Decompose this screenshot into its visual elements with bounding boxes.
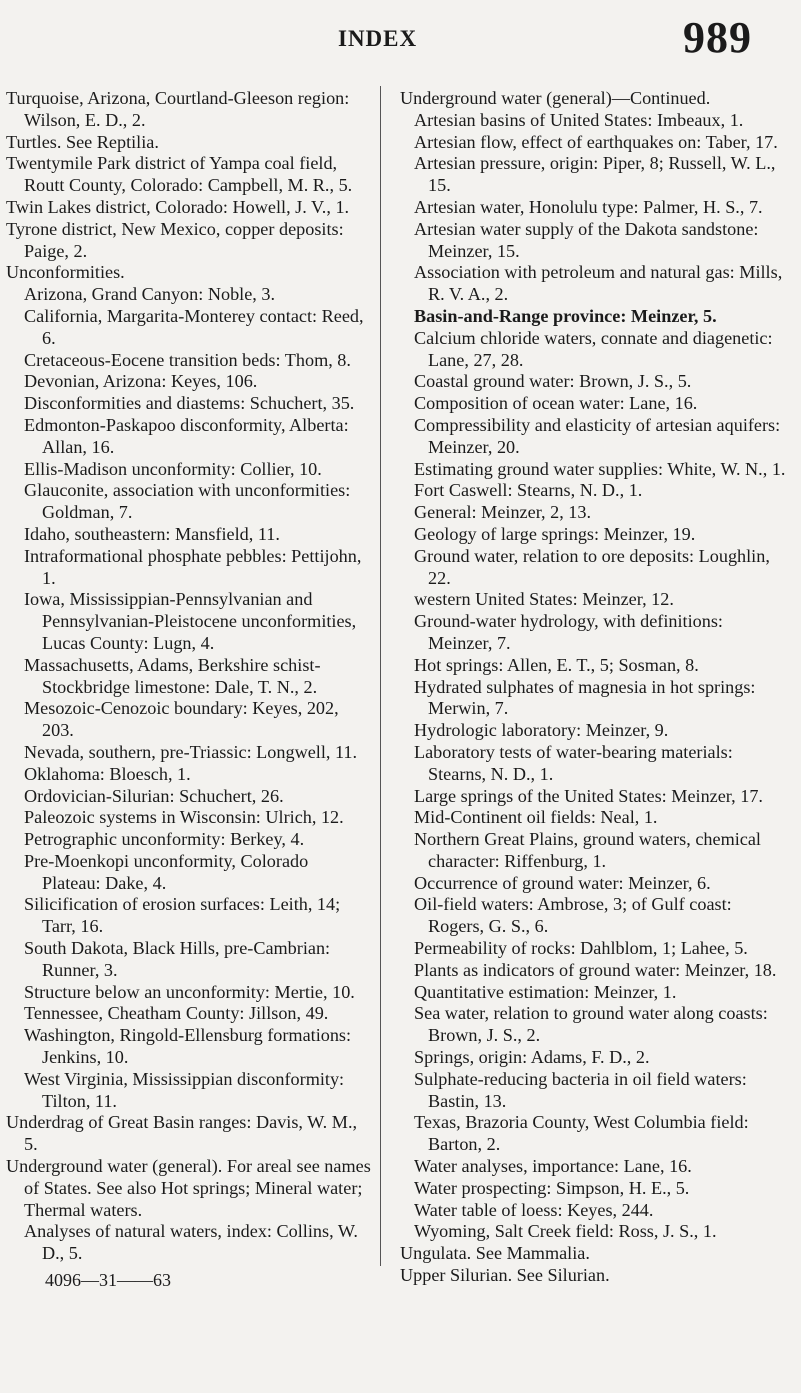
index-entry: Occurrence of ground water: Meinzer, 6. xyxy=(414,872,711,893)
index-entry: Fort Caswell: Stearns, N. D., 1. xyxy=(414,480,643,501)
index-entry: Upper Silurian. See Silurian. xyxy=(400,1265,610,1286)
index-entry: Unconformities. xyxy=(6,262,125,283)
index-entry: Idaho, southeastern: Mansfield, 11. xyxy=(24,523,280,544)
index-entry: Composition of ocean water: Lane, 16. xyxy=(414,393,698,414)
index-entry: Water table of loess: Keyes, 244. xyxy=(414,1199,654,1220)
index-entry: Paleozoic systems in Wisconsin: Ulrich, 12. xyxy=(24,807,344,828)
index-entry: Analyses of natural waters, index: Collins, W. D., 5. xyxy=(24,1221,358,1264)
index-entry: Water prospecting: Simpson, H. E., 5. xyxy=(414,1177,690,1198)
column-divider xyxy=(380,86,381,1266)
index-entry: Silicification of erosion surfaces: Leith, 14; Tarr, 16. xyxy=(24,894,341,937)
index-entry: Underground water (general)—Continued. xyxy=(400,88,711,108)
index-entry: Wyoming, Salt Creek field: Ross, J. S., 1. xyxy=(414,1221,717,1242)
index-entry: Structure below an unconformity: Mertie, 10. xyxy=(24,981,355,1002)
index-entry: Hot springs: Allen, E. T., 5; Sosman, 8. xyxy=(414,654,699,675)
index-entry: Northern Great Plains, ground waters, chemical character: Riffenburg, 1. xyxy=(414,829,761,871)
index-entry: Geology of large springs: Meinzer, 19. xyxy=(414,523,696,544)
index-entry: Quantitative estimation: Meinzer, 1. xyxy=(414,981,677,1002)
index-entry: Tennessee, Cheatham County: Jillson, 49. xyxy=(24,1003,329,1024)
index-entry: Laboratory tests of water-bearing materials: Stearns, N. D., 1. xyxy=(414,741,733,784)
index-entry: General: Meinzer, 2, 13. xyxy=(414,502,592,523)
index-entry: Basin-and-Range province: Meinzer, 5. xyxy=(414,305,717,326)
index-entry: Washington, Ringold-Ellensburg formations: Jenkins, 10. xyxy=(24,1025,352,1068)
index-entry: Turquoise, Arizona, Courtland-Gleeson region: Wilson, E. D., 2. xyxy=(6,88,350,130)
index-entry: Devonian, Arizona: Keyes, 106. xyxy=(24,371,258,392)
index-entry: Oklahoma: Bloesch, 1. xyxy=(24,763,191,784)
index-entry: Water analyses, importance: Lane, 16. xyxy=(414,1156,692,1177)
index-entry: Large springs of the United States: Meinzer, 17. xyxy=(414,785,763,806)
index-entry: Mesozoic-Cenozoic boundary: Keyes, 202, 203. xyxy=(24,698,339,741)
index-entry: Pre-Moenkopi unconformity, Colorado Plateau: Dake, 4. xyxy=(24,850,309,893)
index-entry: Petrographic unconformity: Berkey, 4. xyxy=(24,829,305,850)
index-entry: Ordovician-Silurian: Schuchert, 26. xyxy=(24,785,284,806)
page-number: 989 xyxy=(683,13,752,62)
index-entry: Compressibility and elasticity of artesian aquifers: Meinzer, 20. xyxy=(414,414,781,457)
index-entry: West Virginia, Mississippian disconformity: Tilton, 11. xyxy=(24,1068,345,1111)
index-entry: Cretaceous-Eocene transition beds: Thom, 8. xyxy=(24,349,351,370)
index-entry: Texas, Brazoria County, West Columbia field: Barton, 2. xyxy=(414,1112,749,1155)
index-entry: California, Margarita-Monterey contact: Reed, 6. xyxy=(24,305,364,348)
index-entry: Artesian water, Honolulu type: Palmer, H. S., 7. xyxy=(414,196,763,217)
index-entry: Disconformities and diastems: Schuchert, 35. xyxy=(24,393,355,414)
index-entry: Association with petroleum and natural gas: Mills, R. V. A., 2. xyxy=(414,262,783,305)
index-entry: Oil-field waters: Ambrose, 3; of Gulf coast: Rogers, G. S., 6. xyxy=(414,894,732,937)
index-entry: Sulphate-reducing bacteria in oil field waters: Bastin, 13. xyxy=(414,1068,747,1111)
index-entry: Permeability of rocks: Dahlblom, 1; Lahee, 5. xyxy=(414,938,748,959)
index-entry: Ground water, relation to ore deposits: Loughlin, 22. xyxy=(414,545,770,588)
index-entry: Arizona, Grand Canyon: Noble, 3. xyxy=(24,284,276,305)
index-entry: Ungulata. See Mammalia. xyxy=(400,1243,590,1264)
index-entry: Artesian water supply of the Dakota sandstone: Meinzer, 15. xyxy=(414,218,759,261)
index-entry: Tyrone district, New Mexico, copper deposits: Paige, 2. xyxy=(6,218,344,261)
index-entry: Artesian basins of United States: Imbeaux, 1. xyxy=(414,109,744,130)
index-title: INDEX xyxy=(338,26,418,51)
index-entry: Artesian flow, effect of earthquakes on: Taber, 17. xyxy=(414,131,778,152)
index-entry: Iowa, Mississippian-Pennsylvanian and Pennsylvanian-Pleistocene unconformities, Lucas County: Lugn, 4. xyxy=(24,589,357,653)
index-entry: Ellis-Madison unconformity: Collier, 10. xyxy=(24,458,322,479)
index-entry: Glauconite, association with unconformities: Goldman, 7. xyxy=(24,480,351,523)
index-entry: Nevada, southern, pre-Triassic: Longwell, 11. xyxy=(24,741,358,762)
index-entry: Estimating ground water supplies: White, W. N., 1. xyxy=(414,458,786,479)
index-entry: Twentymile Park district of Yampa coal field, Routt County, Colorado: Campbell, M. R., 5. xyxy=(6,153,353,196)
index-entry: Turtles. See Reptilia. xyxy=(6,131,159,152)
index-entry: Twin Lakes district, Colorado: Howell, J. V., 1. xyxy=(6,196,350,217)
print-code: 4096—31——63 xyxy=(45,1270,171,1290)
index-entry: Plants as indicators of ground water: Meinzer, 18. xyxy=(414,959,777,980)
right-column xyxy=(400,88,790,1287)
page-header xyxy=(0,12,801,72)
index-entry: Springs, origin: Adams, F. D., 2. xyxy=(414,1047,650,1068)
index-entry: Massachusetts, Adams, Berkshire schist-Stockbridge limestone: Dale, T. N., 2. xyxy=(24,654,321,697)
index-entry: Ground-water hydrology, with definitions: Meinzer, 7. xyxy=(414,611,723,653)
index-entry: South Dakota, Black Hills, pre-Cambrian: Runner, 3. xyxy=(24,938,331,980)
index-entry: Underground water (general). For areal see names of States. See also Hot springs; Mineral water; Thermal waters. xyxy=(6,1156,371,1220)
index-entry: Calcium chloride waters, connate and diagenetic: Lane, 27, 28. xyxy=(414,327,773,370)
index-entry: Mid-Continent oil fields: Neal, 1. xyxy=(414,807,658,828)
index-entry: Edmonton-Paskapoo disconformity, Alberta: Allan, 16. xyxy=(24,414,349,457)
index-entry: Coastal ground water: Brown, J. S., 5. xyxy=(414,371,692,392)
index-entry: Artesian pressure, origin: Piper, 8; Russell, W. L., 15. xyxy=(414,153,776,196)
index-entry: Hydrologic laboratory: Meinzer, 9. xyxy=(414,720,669,741)
index-entry: Hydrated sulphates of magnesia in hot springs: Merwin, 7. xyxy=(414,676,756,719)
index-entry: Sea water, relation to ground water along coasts: Brown, J. S., 2. xyxy=(414,1003,768,1046)
index-entry: Intraformational phosphate pebbles: Pettijohn, 1. xyxy=(24,545,362,588)
index-entry: Underdrag of Great Basin ranges: Davis, W. M., 5. xyxy=(6,1112,358,1155)
index-entry: western United States: Meinzer, 12. xyxy=(414,589,674,610)
left-column xyxy=(6,88,371,1265)
